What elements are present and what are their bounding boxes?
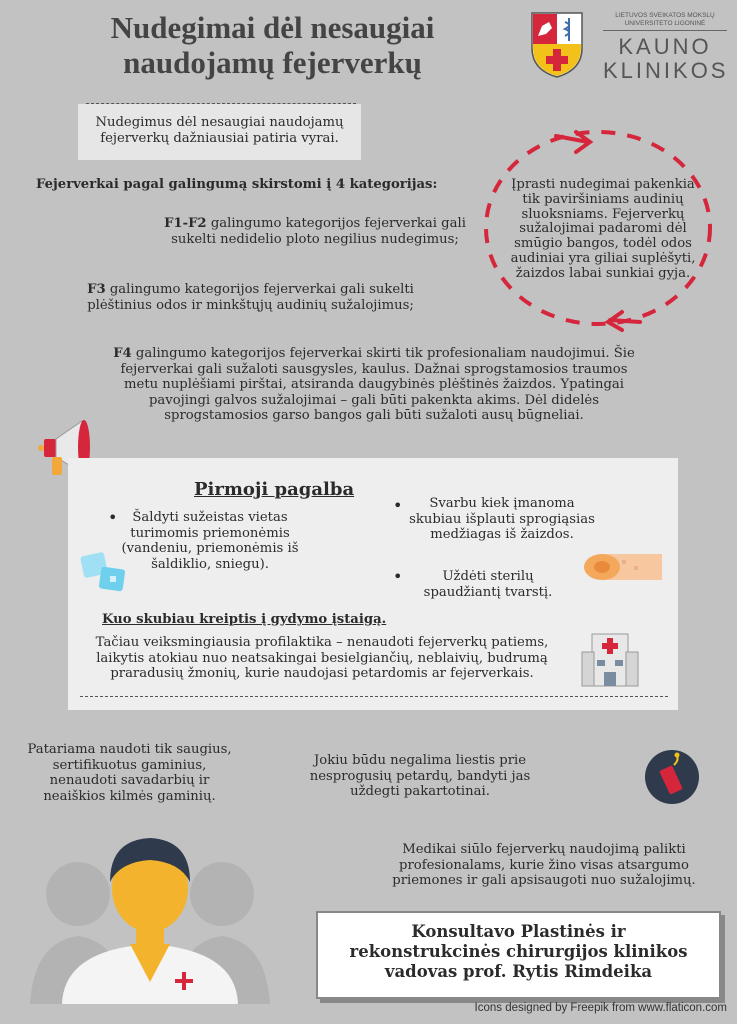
category-f4: [104, 346, 644, 424]
title-line-1: Nudegimai dėl nesaugiai: [110, 10, 435, 45]
first-aid-item-3: Uždėti sterilų spaudžiantį tvarstį.: [423, 569, 553, 600]
circle-note: Įprasti nudegimai pakenkia tik paviršiniams audinių sluoksniams. Fejerverkų sužalojimai padaromi dėl smūgio bangos, todėl odos audiniai yra giliai suplėšyti, žaizdos labai sunkiai gyja.: [510, 177, 696, 281]
first-aid-panel: [68, 458, 678, 710]
logo-org-line-2: UNIVERSITETO LIGONINĖ: [624, 20, 706, 27]
logo-org: [603, 12, 727, 31]
intro-text: Nudegimus dėl nesaugiai naudojamų fejerverkų dažniausiai patiria vyrai.: [95, 115, 344, 146]
prevention-text: Tačiau veiksmingiausia profilaktika – nenaudoti fejerverkų patiems, laikytis atokiau nuo neatsakingai besielgiančių, neblaivių, budrumą praradusių žmonių, kurie naudojasi petardomis ar fejerverkais.: [95, 635, 549, 681]
logo-name-line-1: KAUNO: [618, 34, 712, 59]
f1-label: F1-F2: [164, 216, 207, 231]
bandage-roll-icon: [582, 550, 664, 584]
first-aid-item-1: Šaldyti sužeistas vietas turimomis priemonėmis (vandeniu, priemonėmis iš šaldiklio, sniegu).: [121, 510, 299, 572]
icon-credit: Icons designed by Freepik from www.flaticon.com: [474, 1002, 727, 1014]
tip-professionals: Medikai siūlo fejerverkų naudojimą palikti profesionalams, kurie žino visas atsargumo priemones ir gali apsisaugoti nuo sužalojimų.: [392, 842, 696, 888]
f4-label: F4: [113, 346, 132, 361]
f3-label: F3: [87, 282, 106, 297]
title-line-2: naudojamų fejerverkų: [123, 45, 422, 80]
consultant-text: Konsultavo Plastinės ir rekonstrukcinės chirurgijos klinikos vadovas prof. Rytis Rimdeika: [349, 922, 688, 981]
kauno-klinikos-shield-icon: [531, 12, 583, 78]
bullet-icon: •: [393, 567, 403, 586]
bullet-icon: •: [393, 496, 403, 515]
first-aid-item-2: Svarbu kiek įmanoma skubiau išplauti sprogiąsias medžiagas iš žaizdos.: [409, 496, 595, 542]
logo-name-line-2: KLINIKOS: [603, 58, 729, 83]
bullet-icon: •: [108, 508, 118, 527]
divider: [80, 696, 668, 697]
categories-heading: Fejerverkai pagal galingumą skirstomi į 4 kategorijas:: [36, 177, 438, 192]
intro-box: [78, 104, 361, 160]
page-title: [40, 10, 505, 80]
logo-org-line-1: LIETUVOS SVEIKATOS MOKSLŲ: [615, 12, 715, 19]
consultant-box: [316, 911, 721, 999]
category-f3: [78, 282, 423, 313]
f4-text: galingumo kategorijos fejerverkai skirti tik profesionaliam naudojimui. Šie fejerverkai gali sužaloti sausgysles, kaulus. Dažnai sprogstamosios traumos metu nuplėšiami pirštai, atsiranda daugybinės plėštinės žaizdos. Ypatingai pavojingi galvos sužalojimai – gali būti pakenkta akims. Dėl didelės sprogstamosios garso bangos gali būti sužaloti ausų būgneliai.: [120, 346, 635, 423]
hospital-building-icon: [580, 630, 640, 690]
urgent-instruction: Kuo skubiau kreiptis į gydymo įstaigą.: [102, 612, 387, 627]
f1-text: galingumo kategorijos fejerverkai gali sukelti nedidelio ploto negilius nudegimus;: [171, 216, 466, 247]
ice-cubes-icon: [80, 550, 132, 596]
hospital-logo: [603, 12, 727, 83]
f3-text: galingumo kategorijos fejerverkai gali sukelti plėštinius odos ir minkštųjų audinių sužalojimus;: [87, 282, 414, 313]
category-f1-f2: [150, 216, 480, 247]
tip-safe-products: Patariama naudoti tik saugius, sertifikuotus gaminius, nenaudoti savadarbių ir neaiškios kilmės gaminių.: [27, 742, 232, 804]
doctor-avatar-icon: [30, 832, 270, 1004]
tip-unexploded: Jokiu būdu negalima liestis prie nesprogusių petardų, bandyti jas uždegti pakartotinai.: [309, 753, 531, 799]
first-aid-heading: Pirmoji pagalba: [194, 479, 355, 500]
firecracker-icon: [644, 749, 700, 805]
